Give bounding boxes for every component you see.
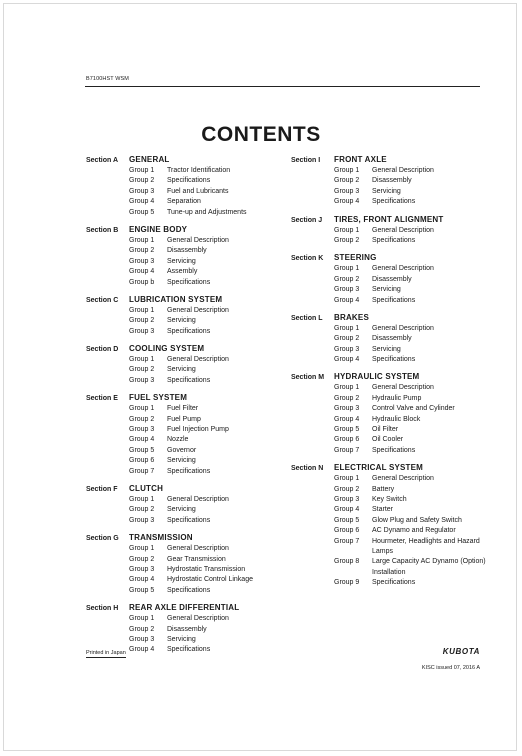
group-entry [86,187,286,197]
group-entry [86,565,286,575]
section-label: Section K [291,255,324,263]
group-title: Fuel Filter [167,405,199,413]
section-title: LUBRICATION SYSTEM [129,294,223,304]
group-entry [291,345,491,355]
group-label: Group 4 [334,198,360,206]
section-entry [291,372,491,456]
section-label: Section M [291,374,325,382]
group-entry [291,334,491,344]
group-title: General Description [167,306,229,314]
group-entry [291,495,491,505]
group-entry [86,495,286,505]
group-label: Group 1 [129,615,155,623]
group-title: Fuel Injection Pump [167,426,229,434]
group-title: General Description [167,495,229,503]
group-title: General Description [167,615,229,623]
section-heading [86,533,286,544]
group-entry [291,394,491,404]
brand-logo: KUBOTA [442,647,480,656]
group-entry [86,614,286,624]
group-entry [291,425,491,435]
group-label: Group 1 [129,405,155,413]
group-entry [86,316,286,326]
group-entry [86,446,286,456]
group-label: Group 7 [129,467,155,475]
group-title: Gear Transmission [167,555,226,563]
group-label: Group 2 [129,555,155,563]
group-label: Group 3 [129,327,155,335]
section-heading [291,463,491,474]
group-entry [291,485,491,495]
group-label: Group 5 [334,516,360,524]
group-entry [291,404,491,414]
group-entry [291,474,491,484]
group-entry [86,415,286,425]
group-title: Tune-up and Adjustments [167,208,247,216]
group-title: Specifications [167,278,211,286]
group-title: Specifications [372,356,416,364]
group-title: Servicing [167,317,196,325]
group-label: Group 9 [334,579,360,587]
printed-in-label: Printed in Japan [86,650,126,656]
group-entry [291,324,491,334]
group-label: Group 1 [129,306,155,314]
group-label: Group 1 [334,324,360,332]
group-entry [86,625,286,635]
group-label: Group 2 [129,317,155,325]
group-label: Group 3 [334,286,360,294]
group-label: Group 3 [129,257,155,265]
section-title: ENGINE BODY [129,224,188,234]
group-entry [291,383,491,393]
group-title: Servicing [167,257,196,265]
group-label: Group 4 [334,356,360,364]
section-label: Section A [86,157,119,164]
group-title: General Description [372,167,434,174]
group-entry [291,578,491,588]
section-label: Section G [86,535,119,543]
section-label: Section N [291,465,324,473]
group-title: Battery [372,485,395,493]
issue-note: KISC issued 07, 2016 A [421,665,480,671]
printed-underline [86,657,126,658]
group-entry [291,176,491,186]
group-entry [291,537,491,558]
section-entry [86,603,286,656]
section-entry [86,533,286,596]
group-title: Specifications [372,446,416,454]
group-title: Hydrostatic Control Linkage [167,576,253,584]
group-title: Disassembly [372,275,412,283]
section-entry [86,155,286,218]
group-title: Specifications [372,236,416,244]
group-entry [291,355,491,365]
group-label: Group 2 [334,335,360,343]
group-label: Group 2 [129,506,155,514]
section-entry [291,463,491,588]
group-label: Group b [129,278,155,286]
section-title: COOLING SYSTEM [129,344,205,354]
group-title: Servicing [167,457,196,465]
section-entry [291,313,491,366]
section-entry [86,393,286,477]
group-label: Group 6 [334,436,360,444]
group-entry [291,197,491,207]
group-entry [86,355,286,365]
group-title: Specifications [167,516,211,524]
section-label: Section B [86,226,119,234]
section-heading [86,225,286,236]
section-heading [291,155,491,166]
group-label: Group 2 [129,366,155,374]
group-title: Specifications [167,646,211,654]
group-title: Servicing [167,506,196,514]
section-label: Section J [291,216,323,224]
group-label: Group 2 [334,177,360,185]
group-label: Group 4 [334,506,360,514]
group-title: General Description [167,236,229,244]
group-label: Group 4 [129,268,155,276]
group-entry [86,586,286,596]
section-heading [86,344,286,355]
group-entry [291,275,491,285]
group-entry [86,236,286,246]
group-entry [291,187,491,197]
group-entry [291,557,491,578]
section-heading [86,484,286,495]
section-title: FRONT AXLE [334,155,387,164]
group-title: AC Dynamo and Regulator [372,527,456,535]
group-label: Group 4 [129,576,155,584]
section-title: GENERAL [129,155,170,164]
group-title: General Description [372,265,434,273]
group-title: Control Valve and Cylinder [372,405,455,413]
section-heading [86,393,286,404]
group-entry [291,415,491,425]
group-entry [86,635,286,645]
group-title: Oil Cooler [372,436,404,444]
group-label: Group 1 [334,167,360,174]
group-entry [86,505,286,515]
group-entry [86,516,286,526]
group-title: Specifications [167,376,211,384]
group-entry [291,264,491,274]
section-heading [291,215,491,226]
section-heading [291,372,491,383]
section-title: TRANSMISSION [129,533,193,543]
group-title: Specifications [167,467,211,475]
group-title: General Description [372,475,434,483]
group-entry [86,575,286,585]
group-title: Hydraulic Pump [372,394,422,402]
group-label: Group 3 [334,405,360,413]
group-label: Group 4 [334,296,360,304]
group-title: Fuel Pump [167,415,201,423]
group-title: Specifications [372,198,416,206]
group-entry [291,446,491,456]
group-entry [291,505,491,515]
group-label: Group 4 [129,646,155,654]
group-entry [86,365,286,375]
group-entry [291,226,491,236]
group-label: Group 7 [334,537,360,545]
group-label: Group 4 [129,436,155,444]
group-entry [86,267,286,277]
section-heading [86,603,286,614]
group-title: Starter [372,506,394,514]
group-label: Group 1 [129,545,155,553]
section-entry [86,344,286,386]
section-title: BRAKES [334,312,369,322]
group-label: Group 1 [334,226,360,234]
group-entry [86,257,286,267]
group-label: Group 8 [334,558,360,566]
group-title: General Description [372,324,434,332]
group-title: Glow Plug and Safety Switch [372,516,462,524]
group-label: Group 2 [334,275,360,283]
section-entry [86,484,286,526]
section-title: CLUTCH [129,483,164,493]
group-entry [291,435,491,445]
group-label: Group 1 [129,167,155,174]
group-title: Specifications [167,586,211,594]
group-label: Group 3 [334,187,360,195]
group-title: Disassembly [167,247,207,255]
group-label: Group 5 [129,446,155,454]
group-entry [291,526,491,536]
group-entry [86,166,286,176]
group-title: Specifications [372,579,416,587]
contents-right-column [291,155,491,596]
group-title: Assembly [167,268,198,276]
group-entry [86,246,286,256]
group-label: Group 1 [129,356,155,364]
group-label: Group 3 [334,345,360,353]
group-label: Group 5 [129,586,155,594]
group-title: Hourmeter, Headlights and Hazard Lamps [372,537,480,555]
group-title: Hydrostatic Transmission [167,565,246,573]
group-label: Group 2 [334,236,360,244]
group-title: General Description [167,356,229,364]
group-entry [86,376,286,386]
group-entry [291,516,491,526]
group-title: Governor [167,446,197,454]
section-label: Section F [86,485,118,493]
group-label: Group 1 [334,475,360,483]
section-title: HYDRAULIC SYSTEM [334,372,420,382]
group-title: Tractor Identification [167,167,231,174]
group-entry [291,285,491,295]
group-label: Group 5 [129,208,155,216]
group-label: Group 3 [129,635,155,643]
section-heading [86,155,286,166]
group-entry [86,456,286,466]
group-label: Group 2 [129,415,155,423]
section-title: FUEL SYSTEM [129,393,188,403]
group-label: Group 5 [334,426,360,434]
section-label: Section L [291,314,323,322]
section-entry [291,155,491,208]
group-label: Group 2 [334,485,360,493]
contents-left-column [86,155,286,663]
section-entry [86,225,286,288]
group-title: Hydraulic Block [372,415,421,423]
group-label: Group 2 [129,177,155,185]
section-label: Section C [86,296,119,304]
group-label: Group 3 [129,565,155,573]
group-label: Group 3 [129,376,155,384]
group-title: Disassembly [167,625,207,633]
group-entry [86,278,286,288]
section-label: Section H [86,605,119,613]
group-title: Large Capacity AC Dynamo (Option) Installation [372,558,486,576]
group-title: Servicing [372,345,401,353]
group-label: Group 3 [129,426,155,434]
group-title: Fuel and Lubricants [167,187,229,195]
group-title: Specifications [372,296,416,304]
group-entry [86,425,286,435]
group-label: Group 2 [334,394,360,402]
group-entry [86,327,286,337]
section-entry [291,215,491,247]
group-entry [86,306,286,316]
group-entry [86,197,286,207]
section-heading [291,313,491,324]
group-label: Group 4 [129,198,155,206]
section-label: Section I [291,157,321,164]
group-entry [86,467,286,477]
group-title: Servicing [372,286,401,294]
group-label: Group 1 [334,384,360,392]
group-title: General Description [372,384,434,392]
group-label: Group 6 [334,527,360,535]
group-label: Group 3 [129,187,155,195]
section-title: TIRES, FRONT ALIGNMENT [334,214,444,224]
section-entry [291,253,491,306]
group-title: Specifications [167,177,211,185]
group-label: Group 2 [129,247,155,255]
group-entry [86,208,286,218]
group-entry [86,404,286,414]
group-entry [291,296,491,306]
section-heading [291,253,491,264]
group-entry [86,544,286,554]
group-title: Key Switch [372,495,407,503]
group-entry [86,435,286,445]
group-title: Specifications [167,327,211,335]
section-title: REAR AXLE DIFFERENTIAL [129,603,240,613]
group-label: Group 6 [129,457,155,465]
section-title: STEERING [334,253,377,263]
manual-code: B7100HST WSM [86,76,129,82]
group-title: Servicing [167,366,196,374]
group-title: Servicing [167,635,196,643]
group-title: Separation [167,198,201,206]
group-label: Group 3 [129,516,155,524]
group-entry [291,236,491,246]
group-label: Group 3 [334,495,360,503]
group-title: Oil Filter [372,426,399,434]
group-label: Group 1 [334,265,360,273]
group-title: General Description [167,545,229,553]
group-entry [86,176,286,186]
section-heading [86,295,286,306]
group-title: Servicing [372,187,401,195]
group-label: Group 1 [129,236,155,244]
group-label: Group 4 [334,415,360,423]
section-label: Section D [86,346,119,354]
group-label: Group 7 [334,446,360,454]
page-title: CONTENTS [201,123,321,146]
section-title: ELECTRICAL SYSTEM [334,463,424,473]
group-title: Disassembly [372,335,412,343]
group-title: Disassembly [372,177,412,185]
group-label: Group 1 [129,495,155,503]
group-entry [291,166,491,176]
group-title: Nozzle [167,436,189,444]
section-entry [86,295,286,337]
header-divider [85,86,480,87]
group-label: Group 2 [129,625,155,633]
section-label: Section E [86,395,118,403]
group-entry [86,555,286,565]
group-title: General Description [372,226,434,234]
